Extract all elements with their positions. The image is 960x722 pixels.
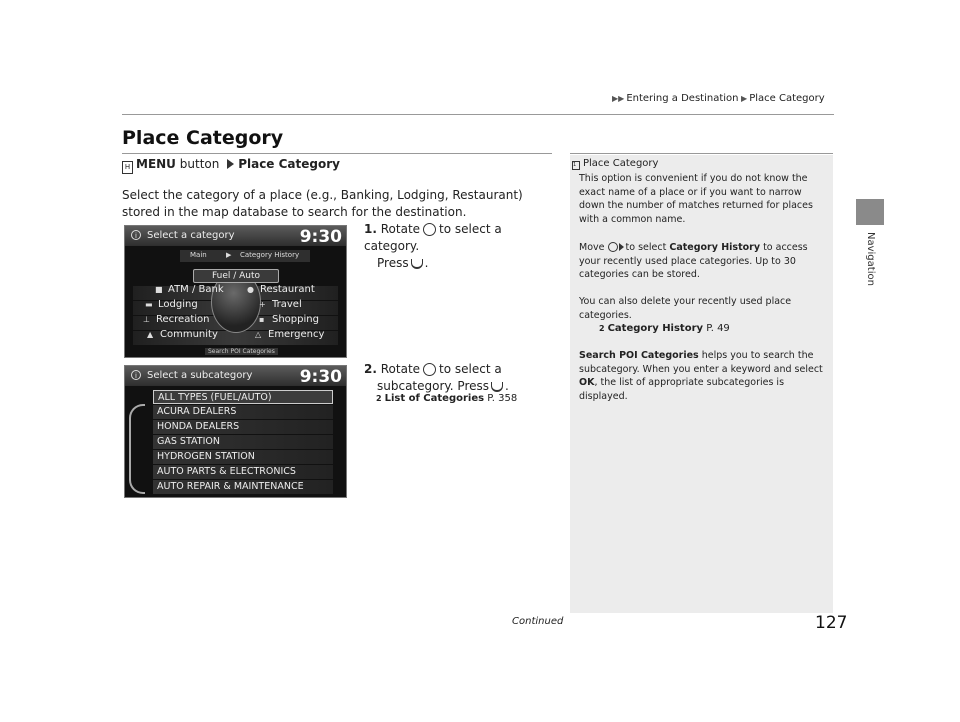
note-text: , the list of appropriate subcategories is displayed.: [579, 377, 785, 402]
note-paragraph: [579, 349, 827, 403]
menu-target: Place Category: [238, 157, 340, 171]
intro-text: Select the category of a place (e.g., Banking, Lodging, Restaurant) stored in the map database to search for the destination.: [122, 188, 523, 219]
category-label: ATM / Bank: [168, 284, 224, 295]
step-text: Rotate: [380, 362, 421, 376]
list-item[interactable]: AUTO PARTS & ELECTRONICS: [153, 465, 333, 479]
note-divider: [570, 153, 833, 154]
note-paragraph: [579, 295, 827, 336]
reference-icon: 2: [376, 394, 382, 403]
category-label: Emergency: [268, 329, 325, 340]
tab-category-history[interactable]: Category History: [240, 251, 300, 259]
category-tabbar: [180, 250, 310, 262]
screen-select-category: [124, 225, 347, 358]
section-label-text: Navigation: [865, 232, 876, 286]
step-text: .: [505, 379, 509, 393]
plane-icon: +: [259, 300, 266, 309]
emergency-icon: △: [255, 330, 262, 339]
screen-title: Select a subcategory: [147, 370, 253, 381]
screen-header: [125, 226, 346, 246]
clock: 9:30: [299, 367, 342, 387]
xref-label: List of Categories: [384, 393, 485, 404]
press-icon: [491, 382, 503, 392]
reference-icon: 2: [599, 324, 605, 333]
press-icon: [411, 259, 423, 269]
step-text: Press: [377, 256, 409, 270]
header-divider: [122, 114, 834, 115]
step-number: 1.: [364, 222, 377, 236]
breadcrumb-arrow-icon: ▶: [738, 94, 748, 103]
category-label: Restaurant: [260, 284, 315, 295]
menu-button-suffix: button: [179, 157, 220, 171]
page-number: 127: [815, 613, 848, 633]
interface-dial-icon: [423, 363, 436, 376]
step-text: to select a category.: [364, 222, 502, 253]
breadcrumb: [612, 93, 825, 104]
note-text: Move: [579, 242, 605, 253]
recreation-icon: ⊥: [143, 315, 150, 324]
breadcrumb-arrow-icon: ▶▶: [612, 94, 625, 103]
subcategory-list: [153, 390, 333, 495]
note-text: to select: [625, 242, 667, 253]
step-text: .: [424, 256, 429, 270]
step-2: [364, 361, 554, 395]
category-label: Community: [160, 329, 218, 340]
category-recreation[interactable]: [143, 314, 209, 325]
note-paragraph: [579, 241, 827, 282]
category-emergency[interactable]: [255, 329, 324, 340]
building-icon: ▲: [147, 330, 154, 339]
cross-reference[interactable]: [599, 323, 730, 334]
home-icon: H: [122, 161, 133, 174]
list-item[interactable]: HYDROGEN STATION: [153, 450, 333, 464]
arrow-right-icon: [227, 159, 234, 169]
list-item[interactable]: ALL TYPES (FUEL/AUTO): [153, 390, 333, 404]
section-label: [850, 232, 890, 302]
page-title: Place Category: [122, 127, 284, 149]
bed-icon: ▬: [145, 300, 153, 309]
category-label: Fuel / Auto: [211, 271, 261, 281]
list-item[interactable]: GAS STATION: [153, 435, 333, 449]
section-tab: [856, 199, 884, 225]
info-icon: i: [131, 370, 141, 380]
note-icon: 1: [572, 161, 580, 170]
interface-dial-icon: [423, 223, 436, 236]
note-heading: [572, 158, 658, 170]
restaurant-icon: ●: [247, 285, 254, 294]
note-text: to access your recently used place categories. Up to 30 categories can be stored.: [579, 242, 808, 280]
xref-page: P. 49: [706, 323, 730, 334]
category-community[interactable]: [147, 329, 218, 340]
side-note: [570, 155, 833, 613]
category-atm-bank[interactable]: [155, 284, 224, 295]
category-travel[interactable]: [259, 299, 302, 310]
note-text: helps you to search the subcategory. When you enter a keyword and select: [579, 350, 823, 375]
category-label: Recreation: [156, 314, 210, 325]
cart-icon: ▪: [259, 315, 265, 324]
scroll-arc: [129, 404, 145, 494]
info-icon: i: [131, 230, 141, 240]
category-label: Travel: [272, 299, 302, 310]
arrow-right-icon: [619, 243, 624, 251]
arrow-right-icon: ▶: [226, 251, 232, 259]
screen-title: Select a category: [147, 230, 235, 241]
category-restaurant[interactable]: [247, 284, 315, 295]
category-lodging[interactable]: [145, 299, 198, 310]
list-item[interactable]: HONDA DEALERS: [153, 420, 333, 434]
note-bold: Category History: [669, 242, 761, 253]
note-paragraph: This option is convenient if you do not know the exact name of a place or if you want to narrow down the number of matches returned for places with a common name.: [579, 173, 813, 225]
list-item[interactable]: AUTO REPAIR & MAINTENANCE: [153, 480, 333, 494]
cross-reference[interactable]: [376, 393, 517, 404]
search-poi-categories-button[interactable]: Search POI Categories: [205, 348, 278, 355]
step-number: 2.: [364, 362, 377, 376]
screen-select-subcategory: [124, 365, 347, 498]
category-shopping[interactable]: [259, 314, 319, 325]
title-divider: [122, 153, 552, 154]
clock: 9:30: [299, 227, 342, 247]
category-fuel-auto[interactable]: [193, 269, 279, 283]
interface-dial-icon: [608, 242, 618, 252]
step-text: Rotate: [380, 222, 421, 236]
menu-button-label: MENU: [136, 157, 176, 171]
bank-icon: ■: [155, 285, 163, 294]
screen-header: [125, 366, 346, 386]
note-bold: OK: [579, 377, 595, 388]
note-bold: Search POI Categories: [579, 350, 699, 361]
breadcrumb-item: Place Category: [749, 93, 825, 104]
tab-main[interactable]: Main: [190, 251, 207, 259]
continued-label: Continued: [512, 616, 564, 627]
note-heading-text: Place Category: [583, 158, 659, 169]
step-text: subcategory. Press: [377, 379, 490, 393]
xref-label: Category History: [607, 323, 704, 334]
step-1: [364, 221, 554, 272]
category-label: Lodging: [158, 299, 198, 310]
category-label: Shopping: [272, 314, 319, 325]
menu-path: [122, 157, 340, 174]
list-item[interactable]: ACURA DEALERS: [153, 405, 333, 419]
note-text: You can also delete your recently used place categories.: [579, 296, 792, 321]
step-text: to select a: [439, 362, 502, 376]
xref-page: P. 358: [487, 393, 518, 404]
breadcrumb-item: Entering a Destination: [626, 93, 739, 104]
